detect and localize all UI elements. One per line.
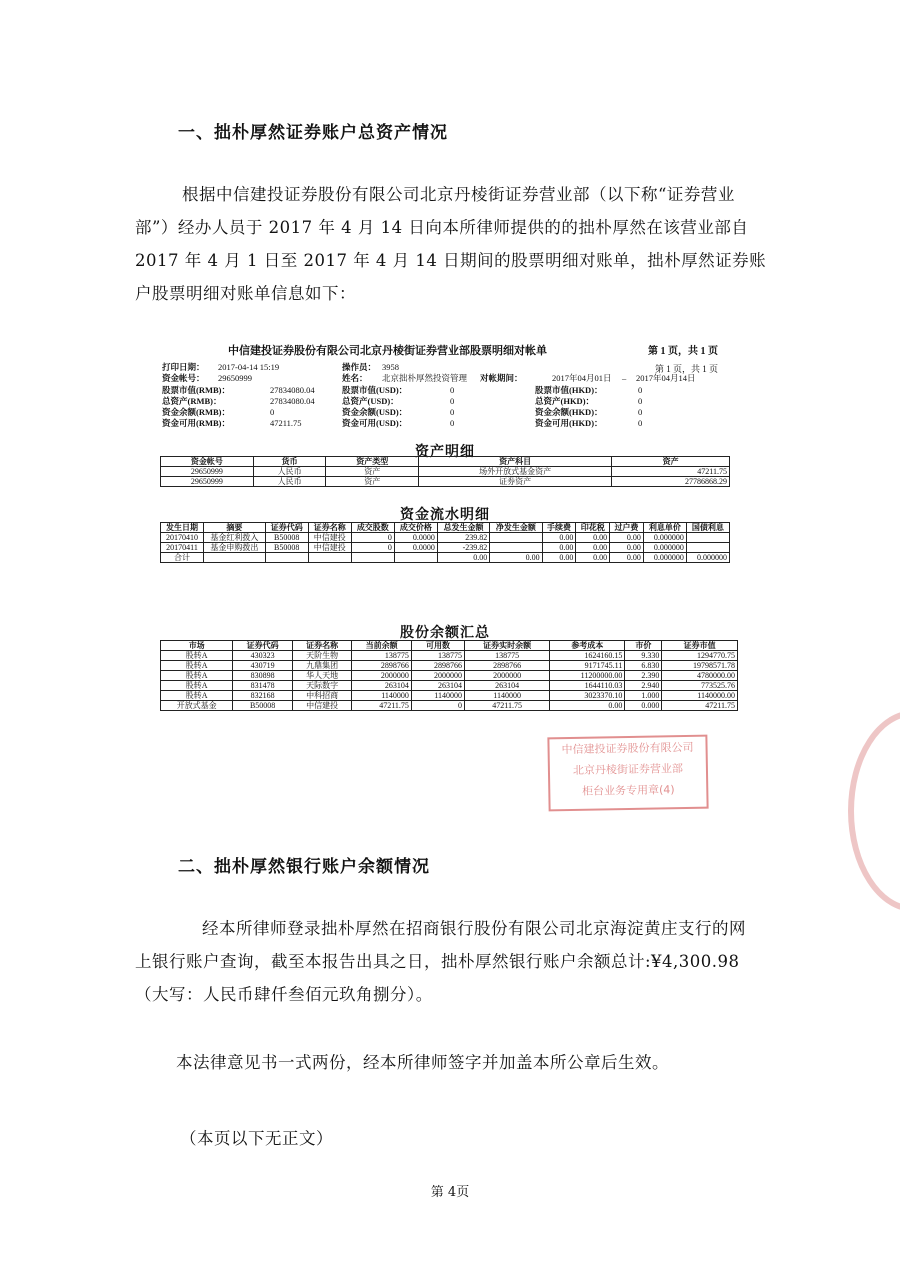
info-value: 0 — [450, 395, 455, 406]
holdings-cell: 天际数字 — [292, 681, 352, 691]
holdings-cell: 2898766 — [465, 661, 550, 671]
flows-title: 资金流水明细 — [400, 508, 490, 523]
holdings-cell: 2.390 — [625, 671, 662, 681]
flows-cell: 基金红利拨入 — [204, 533, 266, 543]
holdings-cell: 19798571.78 — [662, 661, 738, 671]
holdings-cell: 1294770.75 — [662, 651, 738, 661]
holdings-table — [160, 640, 738, 711]
assets-cell: 资产 — [326, 467, 419, 477]
info-label: 资金余额(USD)： — [342, 407, 408, 418]
flows-cell: 0.00 — [576, 533, 610, 543]
flows-cell: 合计 — [161, 553, 204, 563]
flows-cell: 0.00 — [610, 533, 644, 543]
holdings-cell: 2.940 — [625, 681, 662, 691]
holdings-cell: 9171745.11 — [550, 661, 625, 671]
holdings-header: 证券市值 — [662, 641, 738, 651]
holdings-cell: 1644110.03 — [550, 681, 625, 691]
assets-cell: 证券资产 — [419, 477, 612, 487]
holdings-cell: 1140000 — [352, 691, 412, 701]
statement-title: 中信建投证券股份有限公司北京丹棱街证券营业部股票明细对帐单 — [228, 345, 547, 357]
flows-cell: 0.00 — [542, 533, 576, 543]
holdings-cell: 中科招商 — [292, 691, 352, 701]
flows-header: 摘要 — [204, 523, 266, 533]
statement-info — [160, 362, 720, 430]
flows-table — [160, 522, 730, 563]
info-value: 0 — [450, 407, 455, 418]
flows-cell — [686, 533, 729, 543]
info-value: 47211.75 — [270, 418, 302, 429]
assets-cell: 场外开放式基金资产 — [419, 467, 612, 477]
info-value: 0 — [270, 407, 275, 418]
info-value: 0 — [638, 418, 643, 429]
stamp-line: 柜台业务专用章(4) — [581, 783, 675, 798]
period-sep: – — [622, 373, 627, 384]
para1-line: 部”）经办人员于 2017 年 4 月 14 日向本所律师提供的的拙朴厚然在该营业部自 — [135, 218, 749, 237]
flows-cell — [308, 553, 351, 563]
para1-line: 户股票明细对账单信息如下： — [135, 284, 356, 303]
holdings-cell: 1.000 — [625, 691, 662, 701]
flows-header: 发生日期 — [161, 523, 204, 533]
holdings-cell: 2000000 — [352, 671, 412, 681]
assets-cell: 27786868.29 — [612, 477, 730, 487]
account: 29650999 — [218, 373, 252, 384]
holdings-cell: 2000000 — [465, 671, 550, 681]
assets-row — [161, 477, 730, 487]
flows-cell: 中信建投 — [308, 533, 351, 543]
holdings-cell: 中信建投 — [292, 701, 352, 711]
info-value: 27834080.04 — [270, 384, 315, 395]
info-label: 总资产(HKD)： — [535, 395, 595, 406]
section2-heading: 二、拙朴厚然银行账户余额情况 — [178, 857, 430, 877]
flows-header: 成交价格 — [394, 523, 437, 533]
holdings-header: 当前余额 — [352, 641, 412, 651]
para3: 本法律意见书一式两份，经本所律师签字并加盖本所公章后生效。 — [176, 1053, 669, 1072]
flows-cell: 0 — [351, 543, 394, 553]
account-name: 北京拙朴厚然投资管理 — [382, 373, 468, 384]
flows-cell: 0.0000 — [394, 533, 437, 543]
assets-header: 资产科目 — [419, 457, 612, 467]
law-firm-seal-partial — [848, 710, 900, 912]
info-label: 总资产(RMB)： — [162, 395, 222, 406]
assets-header: 资产类型 — [326, 457, 419, 467]
para2 — [135, 912, 770, 1011]
info-label: 总资产(USD)： — [342, 395, 399, 406]
flows-cell — [490, 543, 542, 553]
holdings-header: 参考成本 — [550, 641, 625, 651]
holdings-cell: 832168 — [233, 691, 293, 701]
info-label: 股票市值(USD)： — [342, 384, 408, 395]
stamp-line: 中信建投证券股份有限公司 — [561, 740, 694, 757]
holdings-cell: 华人天地 — [292, 671, 352, 681]
flows-header: 利息单价 — [643, 523, 686, 533]
holdings-cell: 开放式基金 — [161, 701, 233, 711]
info-value: 0 — [638, 384, 643, 395]
holdings-cell: 138775 — [465, 651, 550, 661]
flows-cell: 0.000000 — [686, 553, 729, 563]
assets-cell: 29650999 — [161, 467, 254, 477]
holdings-cell: 0 — [411, 701, 464, 711]
flows-cell: -239.82 — [437, 543, 489, 553]
info-value: 0 — [450, 384, 455, 395]
holdings-cell: 430323 — [233, 651, 293, 661]
holdings-row — [161, 671, 738, 681]
flows-cell: 0.00 — [542, 543, 576, 553]
holdings-cell: 1140000 — [411, 691, 464, 701]
assets-header: 货币 — [253, 457, 326, 467]
holdings-cell: 9.330 — [625, 651, 662, 661]
flows-cell — [490, 533, 542, 543]
info-value: 0 — [450, 418, 455, 429]
stamp-line: 北京丹棱街证券营业部 — [572, 762, 684, 777]
holdings-cell: 47211.75 — [465, 701, 550, 711]
holdings-title: 股份余额汇总 — [400, 626, 490, 641]
operator: 3958 — [382, 362, 399, 372]
flows-header: 证券代码 — [265, 523, 308, 533]
statement-page-label-2: 第 1 页，共 1 页 — [654, 364, 718, 374]
holdings-header: 证券实时余额 — [465, 641, 550, 651]
flows-cell: 0.00 — [576, 553, 610, 563]
flows-cell: 0.000000 — [643, 533, 686, 543]
flows-cell — [686, 543, 729, 553]
holdings-cell: 1140000 — [465, 691, 550, 701]
period-label: 对帐期间： — [480, 373, 523, 384]
holdings-cell: 股转A — [161, 691, 233, 701]
holdings-header: 证券代码 — [233, 641, 293, 651]
flows-row — [161, 533, 730, 543]
info-label: 资金可用(RMB)： — [162, 418, 230, 429]
flows-cell — [394, 553, 437, 563]
holdings-header: 市场 — [161, 641, 233, 651]
assets-cell: 资产 — [326, 477, 419, 487]
holdings-cell: 47211.75 — [662, 701, 738, 711]
name-label: 姓名： — [342, 373, 368, 384]
holdings-cell: 430719 — [233, 661, 293, 671]
info-value: 0 — [638, 407, 643, 418]
no-text-note: （本页以下无正文） — [180, 1129, 333, 1148]
holdings-header: 可用数 — [411, 641, 464, 651]
para2-line: （大写：人民币肆仟叁佰元玖角捌分）。 — [135, 985, 433, 1004]
assets-cell: 29650999 — [161, 477, 254, 487]
info-label: 资金余额(HKD)： — [535, 407, 603, 418]
holdings-cell: 773525.76 — [662, 681, 738, 691]
holdings-cell: 263104 — [411, 681, 464, 691]
assets-title: 资产明细 — [415, 445, 475, 460]
flows-cell: 0.00 — [437, 553, 489, 563]
flows-cell: B50008 — [265, 543, 308, 553]
flows-row — [161, 553, 730, 563]
holdings-cell: 天阶生物 — [292, 651, 352, 661]
para1-line: 2017 年 4 月 1 日至 2017 年 4 月 14 日期间的股票明细对账单，拙朴厚然证券账 — [135, 251, 767, 270]
statement-page-label: 第 1 页，共 1 页 — [648, 346, 718, 357]
holdings-cell: 股转A — [161, 671, 233, 681]
flows-header: 成交股数 — [351, 523, 394, 533]
holdings-cell: 47211.75 — [352, 701, 412, 711]
holdings-row — [161, 701, 738, 711]
info-label: 资金余额(RMB)： — [162, 407, 230, 418]
para2-line: 上银行账户查询，截至本报告出具之日，拙朴厚然银行账户余额总计:¥4,300.98 — [135, 952, 740, 971]
flows-header: 印花税 — [576, 523, 610, 533]
flows-cell: 0.00 — [542, 553, 576, 563]
flows-cell: 中信建投 — [308, 543, 351, 553]
assets-cell: 人民币 — [253, 477, 326, 487]
holdings-cell: 股转A — [161, 651, 233, 661]
flows-cell: 0.000000 — [643, 543, 686, 553]
holdings-cell: 0.00 — [550, 701, 625, 711]
info-label: 资金可用(USD)： — [342, 418, 408, 429]
holdings-cell: 2898766 — [352, 661, 412, 671]
flows-cell: 0.00 — [610, 543, 644, 553]
holdings-cell: 11200000.00 — [550, 671, 625, 681]
holdings-cell: 138775 — [411, 651, 464, 661]
account-label: 资金帐号： — [162, 373, 205, 384]
flows-header: 手续费 — [542, 523, 576, 533]
period-to: 2017年04月14日 — [636, 373, 696, 384]
holdings-row — [161, 681, 738, 691]
flows-header: 国债利息 — [686, 523, 729, 533]
flows-cell — [204, 553, 266, 563]
flows-header: 总发生金额 — [437, 523, 489, 533]
holdings-row — [161, 651, 738, 661]
flows-cell: 20170411 — [161, 543, 204, 553]
holdings-cell: 0.000 — [625, 701, 662, 711]
flows-cell: 239.82 — [437, 533, 489, 543]
assets-cell: 人民币 — [253, 467, 326, 477]
para1-line: 根据中信建投证券股份有限公司北京丹棱街证券营业部（以下称“证券营业 — [182, 185, 735, 204]
flows-cell: 0.000000 — [643, 553, 686, 563]
holdings-cell: 4780000.00 — [662, 671, 738, 681]
flows-cell: B50008 — [265, 533, 308, 543]
holdings-cell: 138775 — [352, 651, 412, 661]
flows-cell: 0 — [351, 533, 394, 543]
flows-cell: 0.0000 — [394, 543, 437, 553]
holdings-row — [161, 691, 738, 701]
flows-header: 过户费 — [610, 523, 644, 533]
flows-header: 净发生金额 — [490, 523, 542, 533]
flows-row — [161, 543, 730, 553]
info-label: 股票市值(HKD)： — [535, 384, 603, 395]
para1 — [135, 178, 770, 310]
period-from: 2017年04月01日 — [552, 373, 612, 384]
flows-cell: 基金申购拨出 — [204, 543, 266, 553]
holdings-cell: 股转A — [161, 661, 233, 671]
counter-business-stamp — [547, 735, 708, 812]
holdings-cell: 九鼎集团 — [292, 661, 352, 671]
holdings-header: 市价 — [625, 641, 662, 651]
flows-cell: 0.00 — [490, 553, 542, 563]
holdings-header: 证券名称 — [292, 641, 352, 651]
flows-cell: 0.00 — [576, 543, 610, 553]
info-label: 资金可用(HKD)： — [535, 418, 603, 429]
holdings-cell: 831478 — [233, 681, 293, 691]
holdings-cell: 1624160.15 — [550, 651, 625, 661]
holdings-cell: 2898766 — [411, 661, 464, 671]
para2-line: 经本所律师登录拙朴厚然在招商银行股份有限公司北京海淀黄庄支行的网 — [202, 919, 746, 938]
holdings-cell: 6.830 — [625, 661, 662, 671]
assets-header: 资金帐号 — [161, 457, 254, 467]
assets-header: 资产 — [612, 457, 730, 467]
flows-cell — [351, 553, 394, 563]
info-value: 27834080.04 — [270, 395, 315, 406]
holdings-cell: 263104 — [352, 681, 412, 691]
holdings-row — [161, 661, 738, 671]
assets-table — [160, 456, 730, 487]
flows-cell: 20170410 — [161, 533, 204, 543]
flows-header: 证券名称 — [308, 523, 351, 533]
assets-row — [161, 467, 730, 477]
info-value: 0 — [638, 395, 643, 406]
operator-label: 操作员： — [342, 362, 377, 372]
holdings-cell: 1140000.00 — [662, 691, 738, 701]
flows-cell: 0.00 — [610, 553, 644, 563]
info-label: 股票市值(RMB)： — [162, 384, 230, 395]
holdings-cell: 263104 — [465, 681, 550, 691]
holdings-cell: 股转A — [161, 681, 233, 691]
page-footer: 第 4页 — [430, 1185, 470, 1200]
holdings-cell: 830898 — [233, 671, 293, 681]
flows-cell — [265, 553, 308, 563]
section1-heading: 一、拙朴厚然证券账户总资产情况 — [178, 123, 448, 143]
assets-cell: 47211.75 — [612, 467, 730, 477]
holdings-cell: B50008 — [233, 701, 293, 711]
print-date: 2017-04-14 15:19 — [218, 362, 280, 372]
holdings-cell: 3023370.10 — [550, 691, 625, 701]
holdings-cell: 2000000 — [411, 671, 464, 681]
print-date-label: 打印日期： — [162, 362, 205, 372]
